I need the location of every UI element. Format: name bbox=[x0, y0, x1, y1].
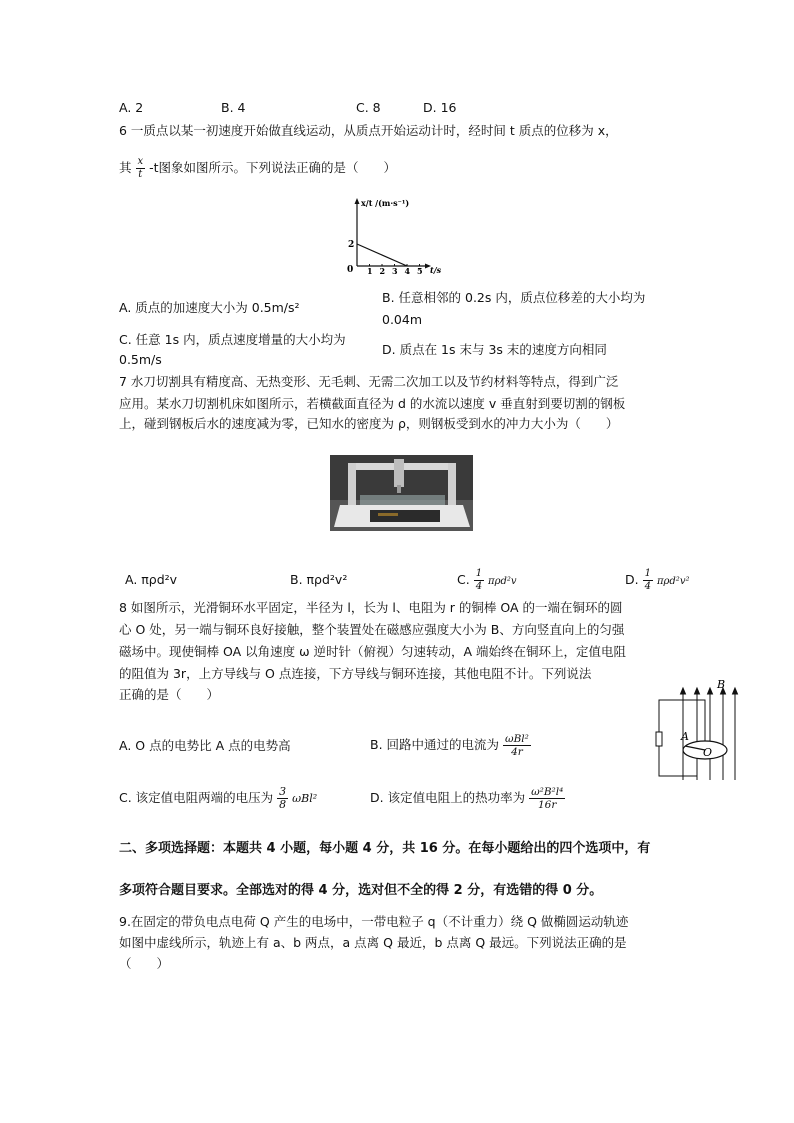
q7-option-a: A. πρd²v bbox=[125, 572, 178, 587]
q7-option-d-expr: πρd²v² bbox=[656, 576, 690, 587]
x-tick-label: 3 bbox=[392, 266, 398, 276]
q5-option-c: C. 8 bbox=[356, 100, 381, 115]
q6-line-1: 6 一质点以某一初速度开始做直线运动，从质点开始运动计时，经时间 t 质点的位移为 x， bbox=[119, 123, 618, 138]
q7-line-2: 应用。某水刀切割机床如图所示，若横截面直径为 d 的水流以速度 v 垂直射到要切割的钢板 bbox=[119, 396, 626, 411]
x-axis-label: t/s bbox=[430, 265, 442, 275]
q5-option-b: B. 4 bbox=[221, 100, 246, 115]
q6-option-d: D. 质点在 1s 末与 3s 末的速度方向相同 bbox=[382, 342, 607, 357]
q7-line-1: 7 水刀切割具有精度高、无热变形、无毛刺、无需二次加工以及节约材料等特点，得到广泛 bbox=[119, 374, 619, 389]
q8-option-a: A. O 点的电势比 A 点的电势高 bbox=[119, 738, 291, 753]
q7-option-c-num: 1 bbox=[475, 568, 483, 579]
q7-option-d-num: 1 bbox=[644, 568, 651, 579]
q8-option-b-num: ωBl² bbox=[505, 733, 529, 745]
q8-option-b-prefix: B. 回路中通过的电流为 bbox=[370, 737, 500, 752]
q7-option-b: B. πρd²v² bbox=[290, 572, 348, 587]
q6-option-a: A. 质点的加速度大小为 0.5m/s² bbox=[119, 300, 300, 315]
q7-option-c-prefix: C. bbox=[457, 572, 470, 587]
q6-option-b-line-2: 0.04m bbox=[382, 312, 423, 327]
x-tick-label: 4 bbox=[404, 266, 411, 276]
q6-option-c-line-2: 0.5m/s bbox=[119, 352, 162, 367]
q6-line-2-prefix: 其 bbox=[119, 160, 132, 175]
q9-line-3: （ ） bbox=[119, 956, 170, 971]
q7-option-d-fraction bbox=[643, 568, 653, 593]
q5-option-d: D. 16 bbox=[423, 100, 457, 115]
q7-option-c-expr: πρd²v bbox=[488, 576, 517, 587]
section2-heading-line-2: 多项符合题目要求。全部选对的得 4 分，选对但不全的得 2 分，有选错的得 0 分。 bbox=[119, 883, 603, 898]
x-tick-label: 5 bbox=[417, 266, 423, 276]
y-axis-arrow bbox=[355, 198, 360, 204]
waterjet-machine-photo bbox=[330, 455, 473, 531]
q7-option-c bbox=[457, 566, 517, 594]
origin-label: 0 bbox=[347, 265, 354, 275]
q8-option-c-den: 8 bbox=[279, 798, 287, 811]
q8-option-b bbox=[370, 727, 531, 763]
q6-fraction bbox=[136, 156, 146, 181]
q7-option-d bbox=[625, 566, 689, 594]
q8-option-c-num: 3 bbox=[279, 785, 287, 798]
q7-option-d-den: 4 bbox=[644, 581, 651, 592]
q6-fraction-den: t bbox=[138, 169, 143, 180]
q6-option-c-line-1: C. 任意 1s 内，质点速度增量的大小均为 bbox=[119, 332, 346, 347]
q6-option-b-line-1: B. 任意相邻的 0.2s 内，质点位移差的大小均为 bbox=[382, 290, 646, 305]
q6-fraction-num: x bbox=[137, 156, 144, 167]
q6-vt-chart bbox=[335, 196, 445, 276]
q8-option-c-prefix: C. 该定值电阻两端的电压为 bbox=[119, 790, 274, 805]
q8-option-b-den: 4r bbox=[511, 746, 523, 758]
point-label-O: O bbox=[703, 746, 713, 759]
x-tick-label: 2 bbox=[379, 266, 386, 276]
y-tick-label: 2 bbox=[348, 240, 355, 250]
series-line bbox=[357, 244, 407, 266]
q7-option-c-fraction bbox=[474, 568, 484, 593]
y-axis-label bbox=[361, 198, 409, 208]
q8-option-d-den: 16r bbox=[538, 799, 557, 811]
q8-copper-ring-diagram bbox=[655, 676, 747, 782]
q7-option-d-prefix: D. bbox=[625, 572, 639, 587]
section2-heading-line-1: 二、多项选择题：本题共 4 小题，每小题 4 分，共 16 分。在每小题给出的四个选项中，有 bbox=[119, 841, 651, 856]
q8-line-3: 磁场中。现使铜棒 OA 以角速度 ω 逆时针（俯视）匀速转动，A 端始终在铜环上，定值电阻 bbox=[119, 644, 627, 659]
q8-line-4: 的阻值为 3r，上方导线与 O 点连接，下方导线与铜环连接，其他电阻不计。下列说法 bbox=[119, 666, 592, 681]
q8-option-d bbox=[370, 778, 565, 818]
waterjet-machine-illustration bbox=[330, 455, 473, 531]
q8-option-d-prefix: D. 该定值电阻上的热功率为 bbox=[370, 790, 526, 805]
q9-line-1: 9.在固定的带负电点电荷 Q 产生的电场中，一带电粒子 q（不计重力）绕 Q 做椭圆运动轨迹 bbox=[119, 914, 629, 929]
q7-option-c-den: 4 bbox=[475, 581, 483, 592]
q8-line-2: 心 O 处，另一端与铜环良好接触，整个装置处在磁感应强度大小为 B、方向竖直向上的匀强 bbox=[119, 622, 625, 637]
q6-line-2-suffix: -t图象如图所示。下列说法正确的是（ ） bbox=[149, 160, 397, 175]
q5-option-a: A. 2 bbox=[119, 100, 144, 115]
magnetic-field-arrows bbox=[681, 688, 738, 780]
q8-option-c bbox=[119, 778, 317, 818]
q8-option-c-expr: ωBl² bbox=[292, 792, 318, 805]
q8-line-5: 正确的是（ ） bbox=[119, 687, 220, 702]
q8-line-1: 8 如图所示，光滑铜环水平固定，半径为 l，长为 l、电阻为 r 的铜棒 OA 的一端在铜环的圆 bbox=[119, 600, 623, 615]
q8-option-c-fraction bbox=[277, 786, 288, 811]
q6-line-2 bbox=[119, 150, 396, 186]
q7-line-3: 上，碰到钢板后水的速度减为零，已知水的密度为 ρ，则钢板受到水的冲力大小为（ ） bbox=[119, 416, 619, 431]
resistor bbox=[656, 732, 662, 746]
x-tick-label: 1 bbox=[367, 266, 373, 276]
point-label-A: A bbox=[681, 730, 689, 743]
y-axis-label-text: x/t /(m·s⁻¹) bbox=[361, 198, 410, 208]
q8-option-d-num: ω²B²l⁴ bbox=[531, 786, 564, 798]
field-label-B: B bbox=[717, 678, 726, 691]
q9-line-2: 如图中虚线所示，轨迹上有 a、b 两点，a 点离 Q 最近，b 点离 Q 最远。下列说法正确的是 bbox=[119, 935, 627, 950]
q8-option-d-fraction bbox=[529, 786, 565, 811]
q8-option-b-fraction bbox=[503, 733, 531, 758]
